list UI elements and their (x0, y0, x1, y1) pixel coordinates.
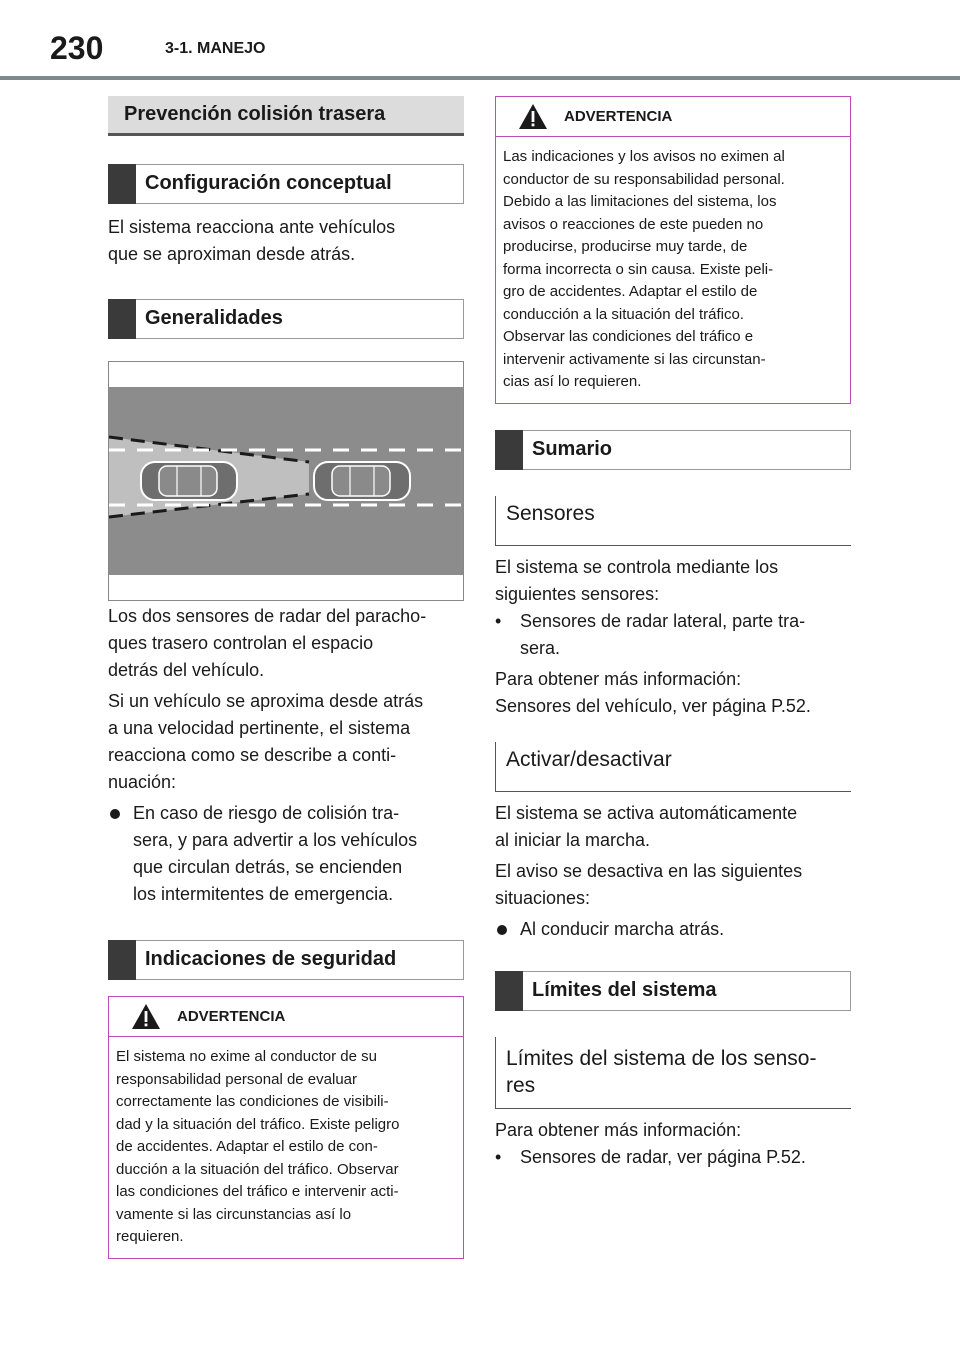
rear-car-icon (141, 462, 237, 500)
equipped-car-icon (314, 462, 410, 500)
radar-diagram (108, 361, 464, 601)
section-title: Prevención colisión trasera (108, 96, 464, 136)
warning-text: Las indicaciones y los avisos no eximen al conductor de su responsabilidad personal. Debido a las limitaciones del sistema, los avisos o reacciones de este pueden no producirse, producirse muy tarde, de forma incorrecta o sin causa. Existe peli- gro de accidentes. Adaptar el estilo de conducción a la situación del tráfico. Observar las condiciones del tráfico e intervenir activamente si las circunstan- cias así lo requieren. (503, 148, 785, 390)
left-column (108, 96, 464, 1259)
general-heading: Generalidades (108, 299, 464, 339)
warning-triangle-icon (518, 103, 548, 130)
sensor-limits-heading: Límites del sistema de los senso- res (495, 1037, 851, 1109)
warning-header (496, 97, 850, 137)
activate-text: El sistema se activa automáticamente al iniciar la marcha. (495, 802, 798, 850)
sensors-more-info: Para obtener más información: Sensores del vehículo, ver página P.52. (495, 668, 811, 716)
concept-text: El sistema reacciona ante vehículos que se aproximan desde atrás. (108, 217, 396, 264)
right-column (495, 96, 851, 1171)
limits-heading: Límites del sistema (495, 971, 851, 1011)
page-number: 230 (50, 30, 104, 66)
sensors-heading: Sensores (495, 496, 851, 546)
limits-more-info: Para obtener más información: • Sensores de radar, ver página P.52. (495, 1119, 806, 1167)
sensors-intro: El sistema se controla mediante los siguientes sensores: (495, 556, 779, 604)
approach-text: Si un vehículo se aproxima desde atrás a una velocidad pertinente, el sistema reacciona como se describe a conti- nuación: (108, 691, 424, 792)
activate-heading: Activar/desactivar (495, 742, 851, 792)
hazard-bullet: En caso de riesgo de colisión tra- sera, y para advertir a los vehículos que circulan detrás, se encienden los intermitentes de emergencia. (108, 800, 464, 908)
page-header (0, 0, 960, 80)
radar-text: Los dos sensores de radar del paracho- ques trasero controlan el espacio detrás del vehículo. (108, 606, 427, 680)
header-rule (0, 76, 960, 80)
warning-header (109, 997, 463, 1037)
warning-box-right (495, 96, 851, 404)
bullet-dot-icon (110, 809, 120, 819)
warning-label: ADVERTENCIA (177, 1008, 286, 1025)
deactivate-bullet: Al conducir marcha atrás. (495, 916, 851, 943)
radar-illustration (109, 362, 463, 600)
safety-heading: Indicaciones de seguridad (108, 940, 464, 980)
warning-triangle-icon (131, 1003, 161, 1030)
bullet-dot-icon (497, 925, 507, 935)
warning-label: ADVERTENCIA (564, 108, 673, 125)
summary-heading: Sumario (495, 430, 851, 470)
sensors-list-item: • Sensores de radar lateral, parte tra- sera. (495, 610, 806, 658)
concept-heading: Configuración conceptual (108, 164, 464, 204)
chapter-title: 3-1. MANEJO (165, 40, 266, 57)
warning-box-left (108, 996, 464, 1259)
deactivate-text: El aviso se desactiva en las siguientes situaciones: (495, 860, 803, 908)
warning-text: El sistema no exime al conductor de su responsabilidad personal de evaluar correctamente las condiciones de visibili- dad y la situación del tráfico. Existe peligro de accidentes. Adaptar el estilo de con- ducción a la situación del tráfico. Observar las condiciones del tráfico e intervenir acti- vamente si las circunstancias así lo requieren. (116, 1048, 400, 1245)
